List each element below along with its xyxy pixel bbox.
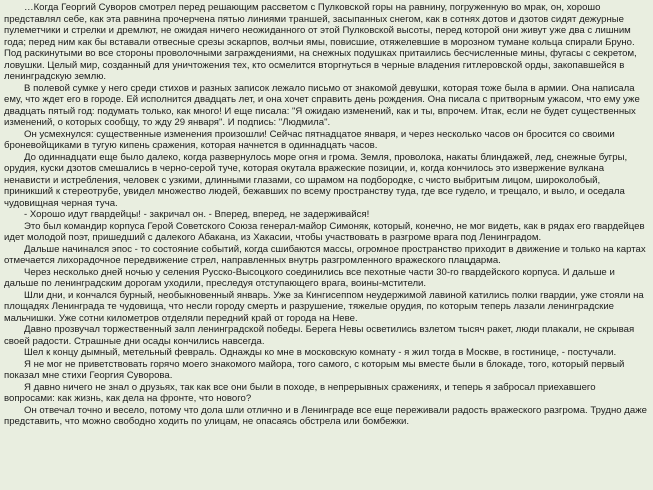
paragraph-2: В полевой сумке у него среди стихов и разных записок лежало письмо от знакомой девушки, которая тоже была в армии. Она написала ему, что ждет его в городе. Ей исполнится двадцать лет, и она хочет справить день рождения. Она писала с притворным ужасом, что ему уже двадцать пятый год: подумать только, как много! И еще писала: "Я ожидаю изменений, как и ты, впрочем. Итак, если не будет существенных изменений, о которых сообщу, то жду 29 января". И подпись: "Людмила". [4, 82, 640, 128]
paragraph-14: Он отвечал точно и весело, потому что дола шли отлично и в Ленинграде все еще переживали радость вражеского разгрома. Трудно даже представить, что можно свободно ходить по улицам, не опасаясь обстрела или бомбежки. [4, 404, 647, 427]
paragraph-8: Через несколько дней ночью у селения Русско-Высоцкого соединились все пехотные части 30-го гвардейского корпуса. И дальше и дальше по ленинградским дорогам уходили, преследуя отступающего врага, воины-мстители. [4, 266, 615, 289]
paragraph-1: …Когда Георгий Суворов смотрел перед решающим рассветом с Пулковской горы на равнину, погруженную во мрак, он, хорошо представлял себе, как эта равнина прочерчена пятью линиями траншей, засыпанных снегом, как в сотнях дотов и дзотов сидят дежурные пулеметчики и стрелки и дремлют, не ожидая ничего неожиданного от этой Пулковской высоты, перед которой они живут уже два с лишним года; перед ним как бы вставали отвесные срезы эскарпов, волчьи ямы, повисшие, отяжелевшие в морозном тумане кольца спирали Бруно. Под раскинутыми во все стороны проволочными заграждениями, на снежных подушках притаились бесчисленные мины, фугасы с секретом, ловушки. Целый мир, созданный для уничтожения тех, кто осмелится вторгнуться в черные владения гитлеровской орды, закопавшейся в ленинградскую землю. [4, 2, 637, 82]
paragraph-9: Шли дни, и кончался бурный, необыкновенный январь. Уже за Кингисеппом неудержимой лавиной катились полки гвардии, уже стояли на площадях Ленинграда те чудовища, что несли городу смерть и разрушение, тяжелые орудия, по которым теперь лазали ленинградские мальчишки. Уже сотни километров отделяли передний край от города на Неве. [4, 289, 644, 324]
paragraph-11: Шел к концу дымный, метельный февраль. Однажды ко мне в московскую комнату - я жил тогда в Москве, в гостинице, - постучали. [24, 347, 617, 358]
paragraph-7: Дальше начинался эпос - то состояние событий, когда сшибаются массы, огромное пространство приходит в движение и только на картах отмечается лихорадочное передвижение стрел, направленных внутрь разгромленного вражеского плацдарма. [4, 243, 646, 266]
paragraph-5: - Хорошо идут гвардейцы! - закричал он. - Вперед, вперед, не задерживайся! [24, 209, 370, 220]
paragraph-6: Это был командир корпуса Герой Советского Союза генерал-майор Симоняк, который, конечно, не мог видеть, как в рядах его гвардейцев идет молодой поэт, пришедший с далекого Абакана, из Хакасии, чтобы участвовать в разгроме врага под Ленинградом. [4, 220, 645, 243]
paragraph-12: Я не мог не приветствовать горячо моего знакомого майора, того самого, с которым мы вместе были в блокаде, того, который первый показал мне стихи Георгия Суворова. [4, 358, 625, 381]
paragraph-3: Он усмехнулся: существенные изменения произошли! Сейчас пятнадцатое января, и через несколько часов он бросится со своими броневойщиками в тугую кипень сражения, которая начнется в одиннадцать часов. [4, 128, 615, 151]
paragraph-10: Давно прозвучал торжественный залп ленинградской победы. Берега Невы осветились взлетом тысяч ракет, люди плакали, не скрывая своей радости. Страшные дни осады кончились навсегда. [4, 324, 635, 347]
paragraph-13: Я давно ничего не знал о друзьях, так как все они были в походе, в непрерывных сражениях, и теперь я забросал приехавшего вопросами: как жизнь, как дела на фронте, что нового? [4, 381, 596, 404]
paragraph-4: До одиннадцати еще было далеко, когда развернулось море огня и грома. Земля, проволока, накаты блиндажей, лед, снежные бугры, орудия, куски дзотов смешались в черно-серой туче, которая окутала вражеские позиции, и, когда кончилось это извержение вулкана ненависти и истребления, человек с узкими, длинными глазами, со шрамом на подбородке, с чисто выбритым лицом, широколобый, приникший к стереотрубе, увидел множество людей, бежавших по всему пространству туда, где все гудело, и трещало, и выло, и оседала чудовищная черная туча. [4, 151, 628, 209]
